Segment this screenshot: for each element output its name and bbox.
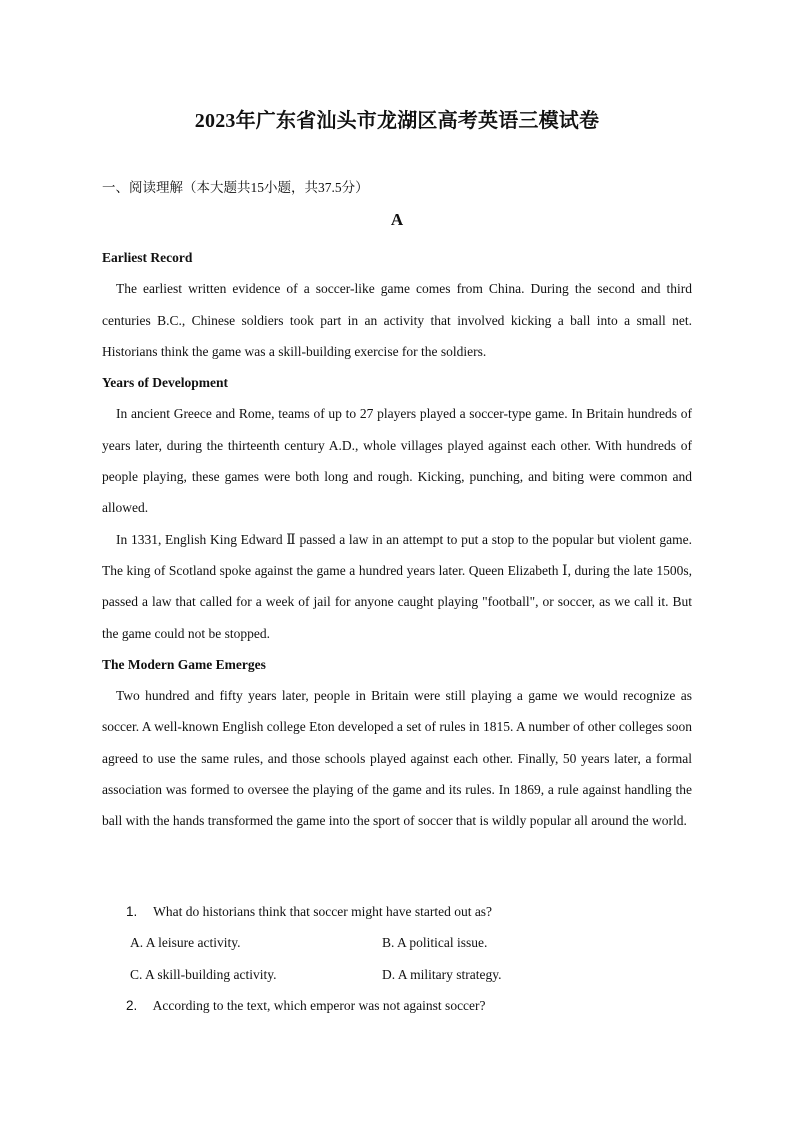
question-number: 1. <box>126 904 138 919</box>
paragraph: Two hundred and fifty years later, people in Britain were still playing a game we would recognize as soccer. A well-known English college Eton developed a set of rules in 1815. A number of other colleges soon agreed to use the same rules, and those schools played against each other. Finally, 50 years later, a formal association was formed to oversee the playing of the game and its rules. In 1869, a rule against handling the ball with the hands transformed the game into the sport of soccer that is wildly popular all around the world. <box>102 688 692 829</box>
question-1 <box>126 896 706 927</box>
question-list <box>126 896 706 1021</box>
option-d[interactable]: D. A military strategy. <box>382 966 502 982</box>
options-row-2 <box>130 959 706 990</box>
question-2 <box>126 990 706 1021</box>
subheading-years-of-development: Years of Development <box>102 375 228 391</box>
paragraph: In 1331, English King Edward Ⅱ passed a law in an attempt to put a stop to the popular but violent game. The king of Scotland spoke against the game a hundred years later. Queen Elizabeth Ⅰ, during the late 1500s, passed a law that called for a week of jail for anyone caught playing "football", or soccer, as we call it. But the game could not be stopped. <box>102 531 692 641</box>
option-c[interactable]: C. A skill-building activity. <box>130 966 277 982</box>
subheading-earliest-record: Earliest Record <box>102 250 193 265</box>
question-text: What do historians think that soccer might have started out as? <box>153 904 493 919</box>
option-b[interactable]: B. A political issue. <box>382 935 488 951</box>
subheading-modern-game: The Modern Game Emerges <box>102 656 266 672</box>
question-text: According to the text, which emperor was not against soccer? <box>152 997 486 1013</box>
paragraph: The earliest written evidence of a soccer-like game comes from China. During the second and third centuries B.C., Chinese soldiers took part in an activity that involved kicking a ball into a small net. Historians think the game was a skill-building exercise for the soldiers. <box>102 281 692 359</box>
passage-body <box>102 242 692 837</box>
question-number: 2. <box>126 997 138 1013</box>
options-row-1 <box>130 927 706 958</box>
option-a[interactable]: A. A leisure activity. <box>130 935 241 951</box>
paragraph: In ancient Greece and Rome, teams of up to 27 players played a soccer-type game. In Britain hundreds of years later, during the thirteenth century A.D., whole villages played against each other. With hundreds of people playing, these games were both long and rough. Kicking, punching, and biting were common and allowed. <box>102 406 692 516</box>
section-heading: 一、阅读理解（本大题共15小题，共37.5分） <box>102 180 369 195</box>
page-title: 2023年广东省汕头市龙湖区高考英语三模试卷 <box>194 110 600 132</box>
passage-letter: A <box>390 210 404 229</box>
